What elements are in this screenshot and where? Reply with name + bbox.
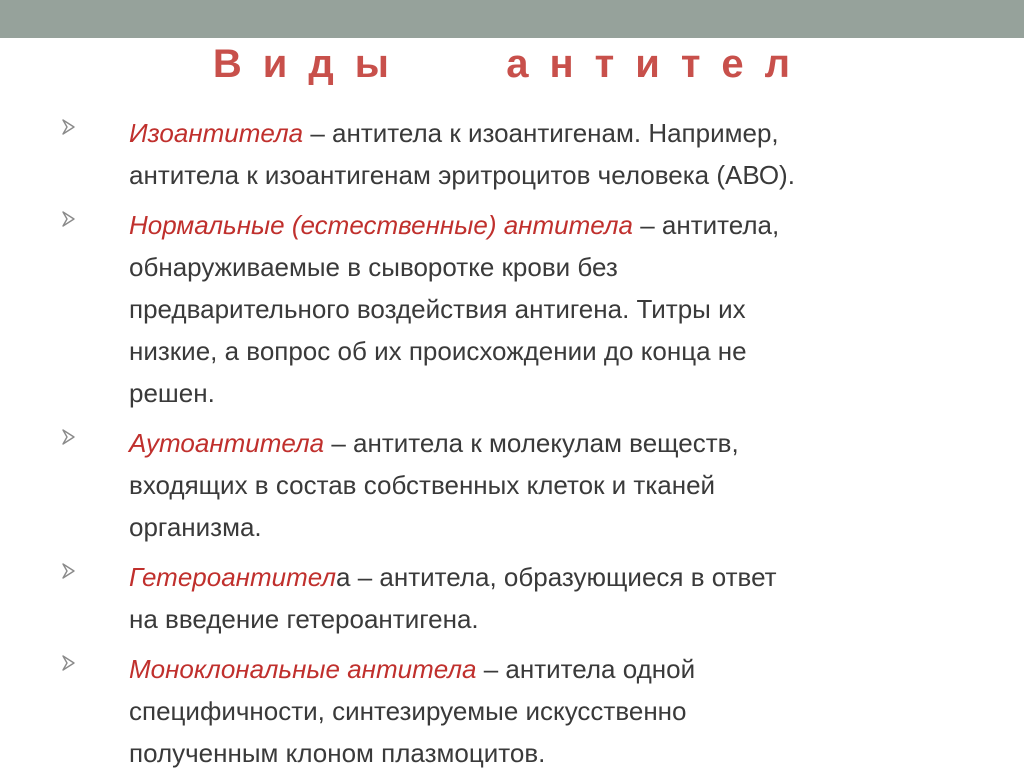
list-item-text <box>129 648 949 774</box>
description-line: на введение гетероантигена. <box>129 604 479 634</box>
arrowhead-bullet-icon <box>61 208 77 230</box>
description-line: – антитела к изоантигенам. Например, <box>303 118 779 148</box>
description-line: специфичности, синтезируемые искусственно <box>129 696 687 726</box>
term-label: Гетероантител <box>129 562 337 592</box>
description-line: обнаруживаемые в сыворотке крови без <box>129 252 618 282</box>
list-item-isoantibodies <box>0 112 1024 196</box>
description-line: входящих в состав собственных клеток и тканей <box>129 470 716 500</box>
slide-title: Виды антител <box>212 42 812 86</box>
arrowhead-bullet-icon <box>61 560 77 582</box>
description-line: а – антитела, образующиеся в ответ <box>336 562 777 592</box>
list-item-autoantibodies <box>0 422 1024 548</box>
antibody-types-list <box>0 112 1024 782</box>
term-label: Аутоантитела <box>129 428 325 458</box>
list-item-text <box>129 556 949 640</box>
description-line: антитела к изоантигенам эритроцитов человека (АВО). <box>129 160 795 190</box>
arrowhead-bullet-icon <box>61 426 77 448</box>
list-item-normal-antibodies <box>0 204 1024 414</box>
description-line: – антитела, <box>632 210 780 240</box>
term-label: Моноклональные антитела <box>129 654 477 684</box>
description-line: – антитела одной <box>476 654 696 684</box>
list-item-heteroantibodies <box>0 556 1024 640</box>
description-line: организма. <box>129 512 262 542</box>
list-item-text <box>129 204 949 414</box>
top-bar <box>0 0 1024 38</box>
term-label: Изоантитела <box>129 118 304 148</box>
list-item-text <box>129 422 949 548</box>
arrowhead-bullet-icon <box>61 652 77 674</box>
description-line: низкие, а вопрос об их происхождении до конца не <box>129 336 747 366</box>
description-line: – антитела к молекулам веществ, <box>324 428 739 458</box>
arrowhead-bullet-icon <box>61 116 77 138</box>
description-line: предварительного воздействия антигена. Титры их <box>129 294 746 324</box>
list-item-monoclonal-antibodies <box>0 648 1024 774</box>
description-line: решен. <box>129 378 215 408</box>
term-label: Нормальные (естественные) антитела <box>129 210 633 240</box>
list-item-text <box>129 112 949 196</box>
description-line: полученным клоном плазмоцитов. <box>129 738 546 768</box>
